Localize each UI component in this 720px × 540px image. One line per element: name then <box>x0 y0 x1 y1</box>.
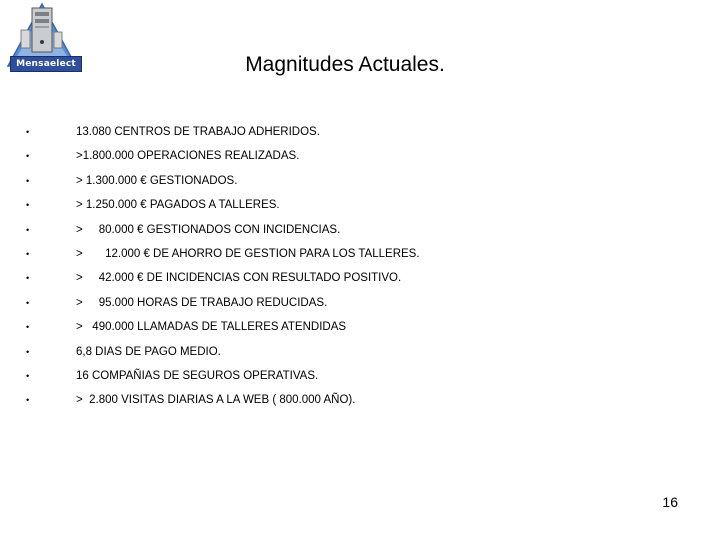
bullet-marker: • <box>26 322 30 333</box>
bullet-item <box>26 340 221 364</box>
bullet-item <box>26 388 356 412</box>
bullet-text: > 12.000 € DE AHORRO DE GESTION PARA LOS TALLERES. <box>76 247 420 260</box>
bullet-marker: • <box>26 273 30 284</box>
bullet-marker: • <box>26 200 30 211</box>
company-logo <box>4 2 80 74</box>
bullet-item <box>26 266 402 290</box>
bullet-item <box>26 193 280 217</box>
bullet-text: 13.080 CENTROS DE TRABAJO ADHERIDOS. <box>76 126 320 138</box>
logo-label: Mensaelect <box>10 56 82 72</box>
bullet-item <box>26 169 238 193</box>
bullet-marker: • <box>26 395 30 406</box>
bullet-marker: • <box>26 127 30 137</box>
bullet-text: > 42.000 € DE INCIDENCIAS CON RESULTADO POSITIVO. <box>76 272 402 285</box>
bullet-text: > 2.800 VISITAS DIARIAS A LA WEB ( 800.000 AÑO). <box>76 394 356 407</box>
bullet-marker: • <box>26 370 30 381</box>
bullet-item <box>26 218 341 242</box>
bullet-text: > 1.250.000 € PAGADOS A TALLERES. <box>76 199 280 212</box>
bullet-text: > 80.000 € GESTIONADOS CON INCIDENCIAS. <box>76 223 341 236</box>
bullet-marker: • <box>26 224 30 235</box>
bullet-item <box>26 315 347 339</box>
slide-title: Magnitudes Actuales. <box>245 53 445 76</box>
bullet-marker: • <box>26 346 30 357</box>
bullet-item <box>26 144 300 168</box>
bullet-text: > 1.300.000 € GESTIONADOS. <box>76 174 238 187</box>
page-number: 16 <box>662 494 678 510</box>
bullet-text: >1.800.000 OPERACIONES REALIZADAS. <box>76 150 300 163</box>
bullet-text: > 490.000 LLAMADAS DE TALLERES ATENDIDAS <box>76 321 347 334</box>
bullet-marker: • <box>26 297 30 308</box>
bullet-marker: • <box>26 151 30 162</box>
bullet-marker: • <box>26 248 30 259</box>
bullet-item <box>26 364 319 388</box>
bullet-text: 6,8 DIAS DE PAGO MEDIO. <box>76 345 221 358</box>
bullet-item <box>26 120 320 144</box>
bullet-list <box>26 120 420 413</box>
bullet-item <box>26 242 420 266</box>
bullet-text: 16 COMPAÑIAS DE SEGUROS OPERATIVAS. <box>76 369 319 382</box>
bullet-item <box>26 291 328 315</box>
bullet-text: > 95.000 HORAS DE TRABAJO REDUCIDAS. <box>76 296 328 309</box>
bullet-marker: • <box>26 175 30 186</box>
